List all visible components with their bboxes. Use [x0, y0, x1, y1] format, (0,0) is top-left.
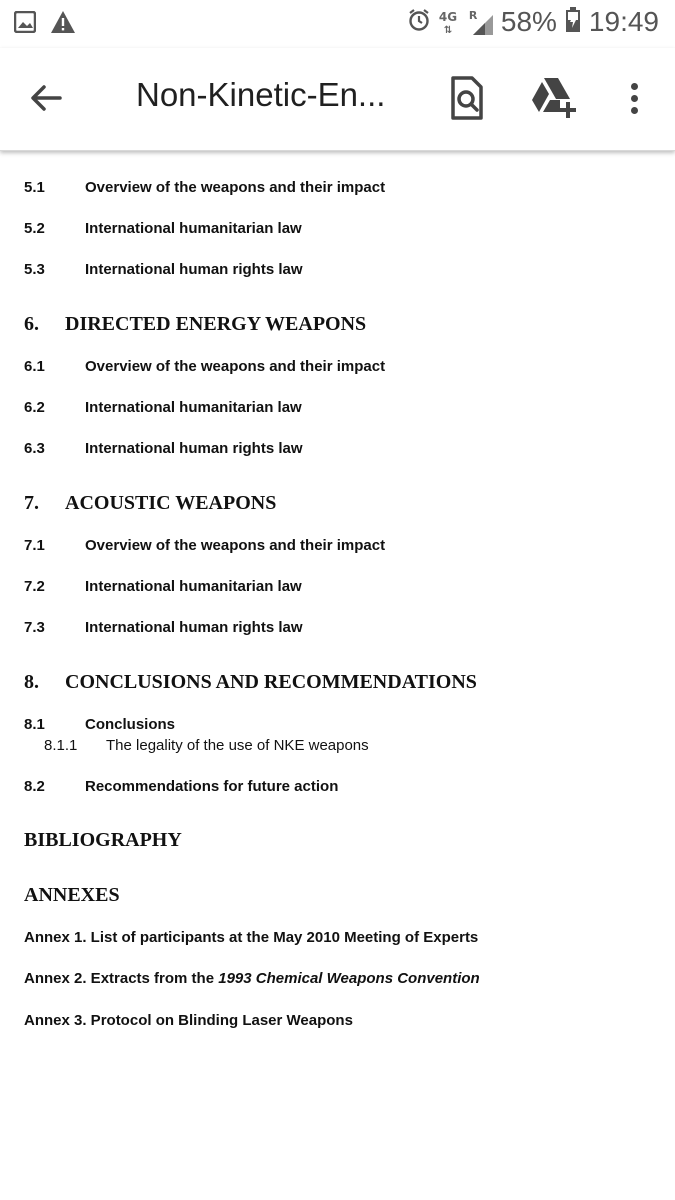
warning-icon — [50, 10, 76, 39]
annexes-heading: ANNEXES — [24, 884, 120, 906]
toc-text: Overview of the weapons and their impact — [85, 537, 386, 554]
toc-number: 6.3 — [24, 440, 45, 457]
toc-text: Overview of the weapons and their impact — [85, 358, 386, 375]
document-page[interactable] — [0, 152, 675, 1200]
battery-icon — [565, 7, 581, 38]
toc-number: 5.1 — [24, 179, 45, 196]
toc-number: 6.1 — [24, 358, 45, 375]
more-options-button[interactable] — [614, 74, 654, 122]
add-to-drive-icon — [526, 72, 582, 124]
toc-text: International human rights law — [85, 440, 303, 457]
toc-number: 5.3 — [24, 261, 45, 278]
toc-text: International human rights law — [85, 619, 303, 636]
toc-number: 7.3 — [24, 619, 45, 636]
data-arrows-icon: ⇅ — [443, 25, 453, 36]
roaming-label: R — [468, 9, 478, 22]
app-bar — [0, 48, 675, 151]
toc-heading-number: 6. — [24, 313, 39, 335]
back-arrow-icon — [22, 74, 70, 122]
toc-number: 6.2 — [24, 399, 45, 416]
toc-text: Conclusions — [85, 716, 176, 733]
toc-text: International humanitarian law — [85, 578, 302, 595]
toc-text: The legality of the use of NKE weapons — [106, 737, 369, 754]
add-to-drive-button[interactable] — [526, 72, 582, 124]
signal-icon — [469, 7, 493, 37]
toc-heading-text: ACOUSTIC WEAPONS — [65, 492, 277, 514]
toc-text: Recommendations for future action — [85, 778, 339, 795]
toc-text: International humanitarian law — [85, 399, 302, 416]
clock: 19:49 — [588, 6, 659, 37]
find-in-document-icon — [440, 72, 492, 124]
more-vert-icon — [614, 74, 654, 114]
annex-text: Annex 2. Extracts from the — [24, 970, 219, 987]
toc-number: 5.2 — [24, 220, 45, 237]
annex-entry — [24, 970, 480, 987]
gallery-icon — [14, 11, 36, 38]
back-button[interactable] — [22, 74, 70, 122]
toc-number: 7.2 — [24, 578, 45, 595]
toc-number: 8.1.1 — [44, 737, 78, 754]
toc-heading-text: DIRECTED ENERGY WEAPONS — [65, 313, 367, 335]
toc-text: International human rights law — [85, 261, 303, 278]
status-bar — [0, 0, 675, 48]
toc-text: International humanitarian law — [85, 220, 302, 237]
bibliography-heading: BIBLIOGRAPHY — [24, 829, 182, 851]
toc-text: Overview of the weapons and their impact — [85, 179, 386, 196]
annex-italic-text: 1993 Chemical Weapons Convention — [218, 970, 480, 987]
toc-number: 8.1 — [24, 716, 45, 733]
network-type-label: 4G — [438, 10, 458, 24]
find-in-document-button[interactable] — [440, 72, 492, 124]
toc-number: 8.2 — [24, 778, 45, 795]
alarm-icon — [407, 8, 431, 37]
toc-heading-number: 8. — [24, 671, 39, 693]
annex-entry: Annex 3. Protocol on Blinding Laser Weapons — [24, 1012, 353, 1029]
toc-heading-number: 7. — [24, 492, 39, 514]
annex-entry: Annex 1. List of participants at the May 2010 Meeting of Experts — [24, 929, 479, 946]
battery-percentage: 58% — [500, 6, 557, 37]
document-title: Non-Kinetic-En... — [136, 76, 386, 113]
toc-number: 7.1 — [24, 537, 45, 554]
toc-heading-text: CONCLUSIONS AND RECOMMENDATIONS — [65, 671, 477, 693]
